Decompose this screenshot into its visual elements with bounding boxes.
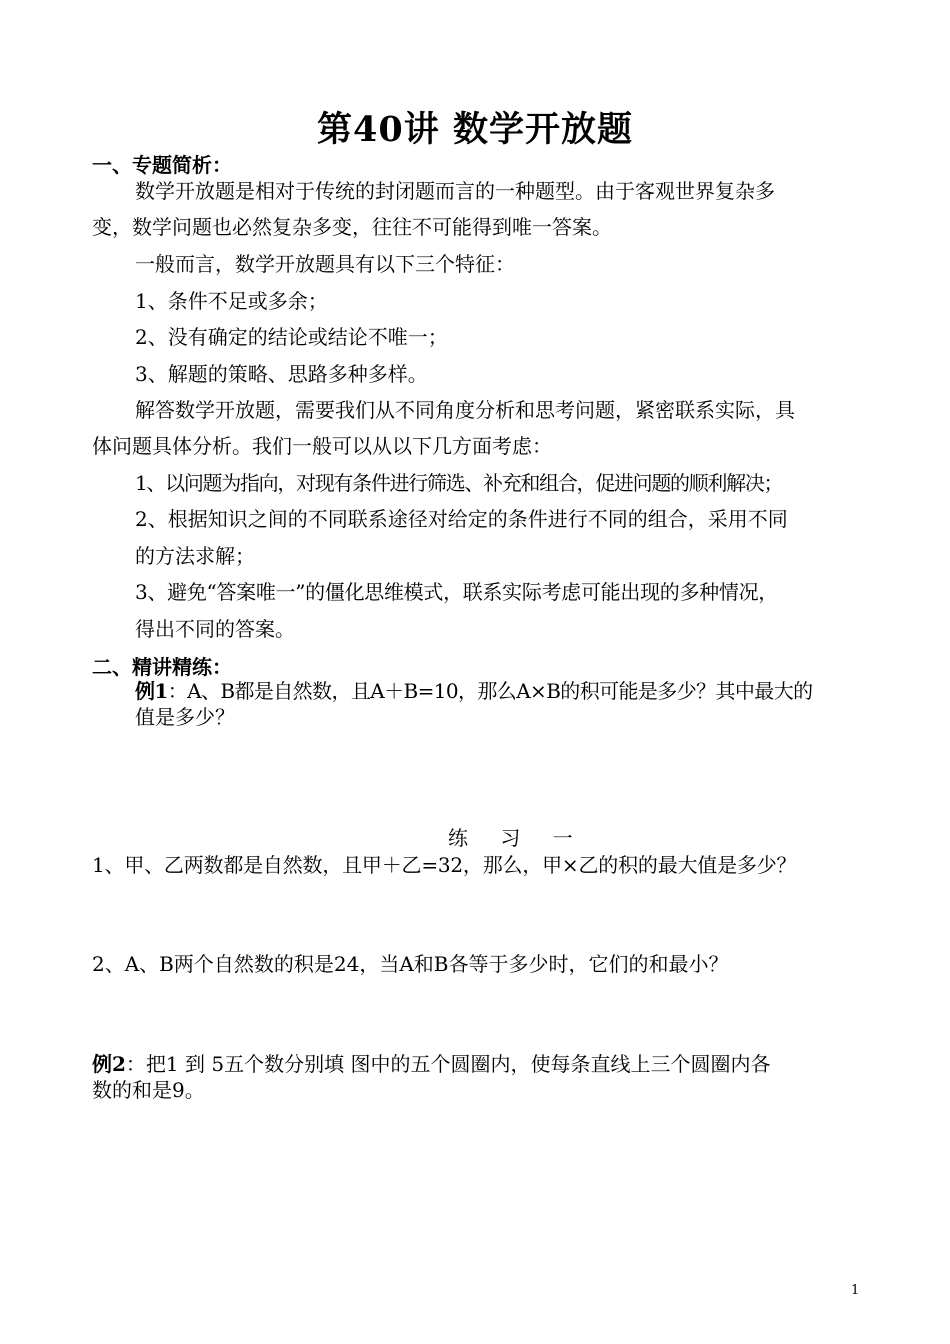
example-2-line1 (92, 1048, 770, 1077)
practice-question-2: 2、A、B两个自然数的积是24，当A和B各等于多少时，它们的和最小？ (92, 952, 729, 976)
page-title: 第40讲 数学开放题 (317, 109, 633, 150)
paragraph-intro-line2: 变，数学问题也必然复杂多变，往往不可能得到唯一答案。 (92, 215, 612, 239)
section-heading-analysis: 一、专题简析： (92, 153, 232, 177)
example-2-text: ：把1 到 5五个数分别填 图中的五个圆圈内，使每条直线上三个圆圈内各 (125, 1052, 771, 1076)
approach-item-continuation: 得出不同的答案。 (135, 617, 295, 641)
practice-heading: 练 习 一 (448, 826, 586, 850)
approach-item: 1、以问题为指向，对现有条件进行筛选、补充和组合，促进问题的顺利解决； (135, 471, 783, 495)
paragraph-intro-line1: 数学开放题是相对于传统的封闭题而言的一种题型。由于客观世界复杂多 (135, 179, 775, 203)
example-2-line2: 数的和是9。 (92, 1078, 205, 1102)
practice-question-1: 1、甲、乙两数都是自然数，且甲＋乙=32，那么，甲×乙的积的最大值是多少？ (92, 853, 797, 877)
feature-item: 3、解题的策略、思路多种多样。 (135, 362, 428, 386)
example-1-label: 例1 (135, 679, 168, 703)
example-1-line1 (135, 675, 813, 704)
feature-item: 1、条件不足或多余； (135, 289, 328, 313)
section-heading-practice: 二、精讲精练： (92, 655, 232, 679)
example-2-label: 例2 (92, 1052, 126, 1076)
feature-item: 2、没有确定的结论或结论不唯一； (135, 325, 448, 349)
approach-item: 3、避免“答案唯一”的僵化思维模式，联系实际考虑可能出现的多种情况， (135, 580, 778, 604)
example-1-line2: 值是多少？ (135, 705, 235, 729)
approach-item-continuation: 的方法求解； (135, 544, 255, 568)
approach-item: 2、根据知识之间的不同联系途径对给定的条件进行不同的组合，采用不同 (135, 507, 788, 531)
paragraph-method-line1: 解答数学开放题，需要我们从不同角度分析和思考问题，紧密联系实际，具 (135, 398, 795, 422)
paragraph-method-line2: 体问题具体分析。我们一般可以从以下几方面考虑： (92, 434, 552, 458)
page-number: 1 (851, 1283, 860, 1298)
example-1-text: ：A、B都是自然数，且A＋B=10，那么A×B的积可能是多少？其中最大的 (167, 679, 813, 703)
paragraph-features-intro: 一般而言，数学开放题具有以下三个特征： (135, 252, 515, 276)
